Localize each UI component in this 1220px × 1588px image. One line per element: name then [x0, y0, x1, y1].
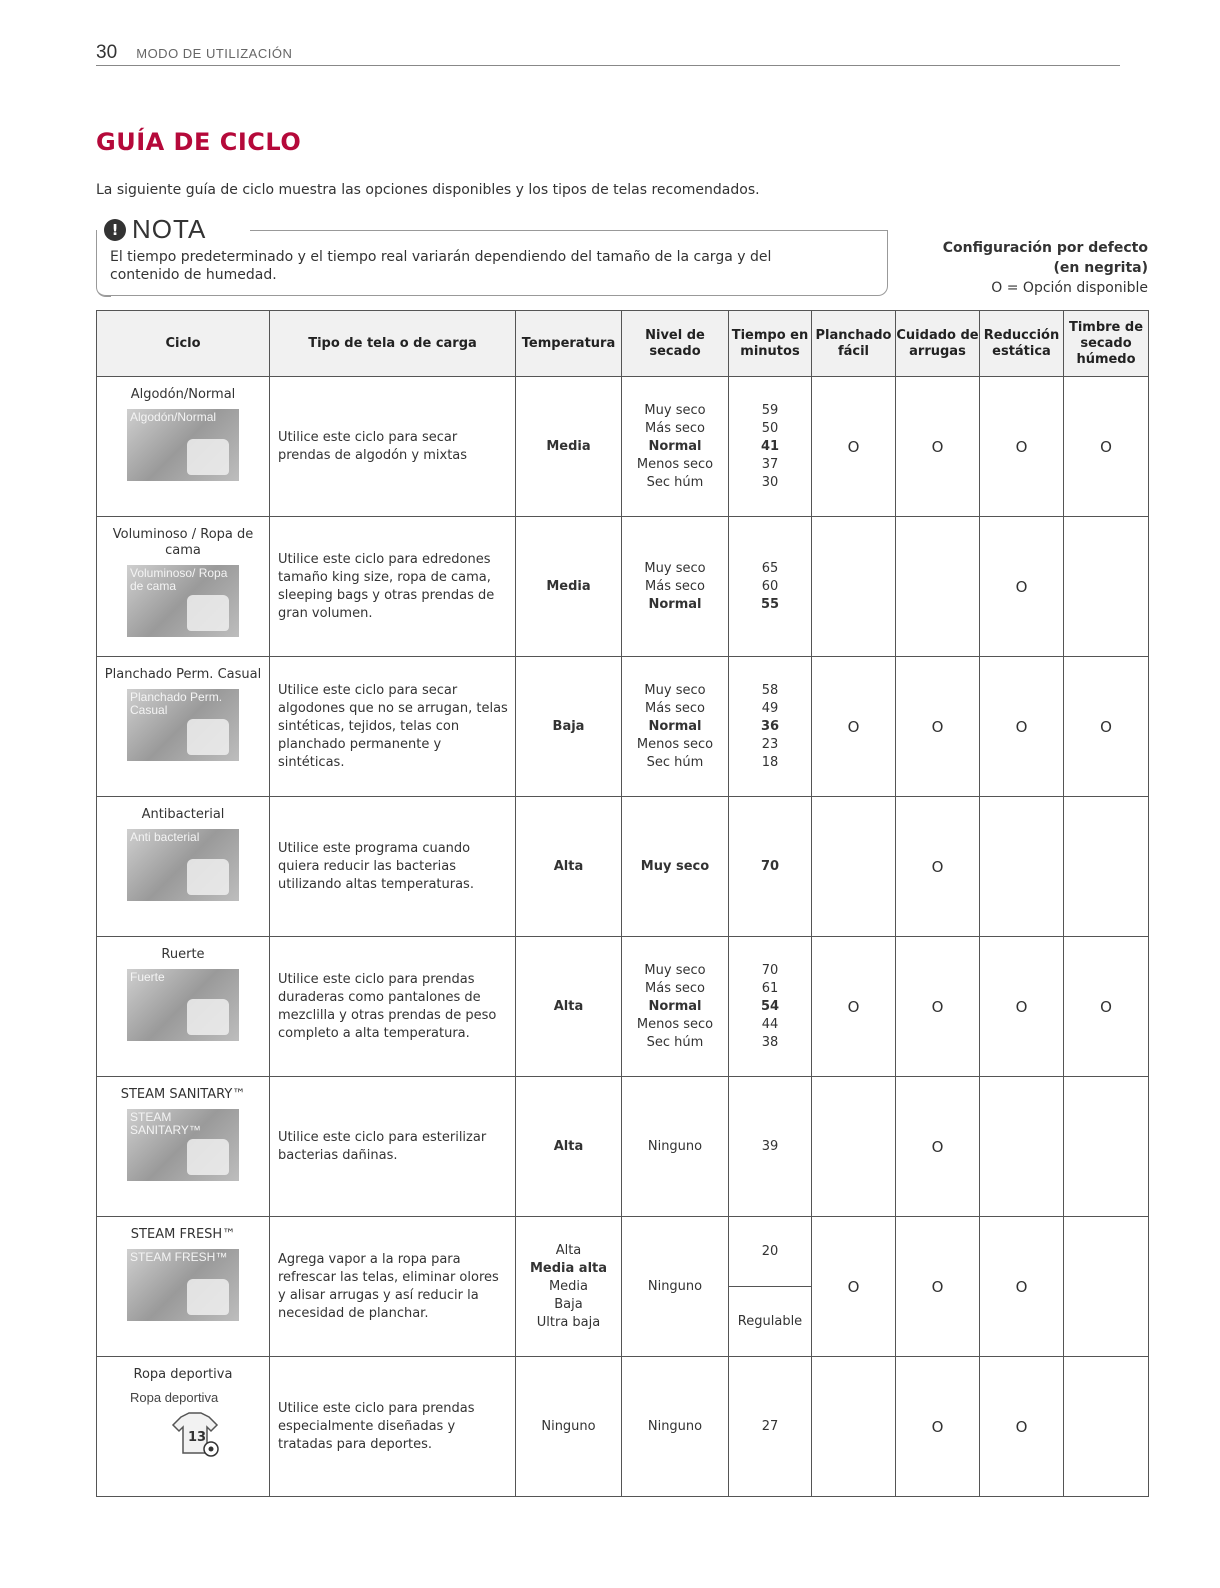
temperature-cell: Alta: [516, 797, 622, 937]
temperature-value: Baja: [554, 1296, 583, 1312]
page-header: [96, 42, 1120, 66]
temperature-cell: Baja: [516, 657, 622, 797]
time-value: 65: [761, 560, 779, 576]
cycle-name: Voluminoso / Ropa de cama: [112, 527, 254, 558]
cycle-name: STEAM SANITARY™: [120, 1087, 246, 1102]
cycle-cell: [97, 377, 270, 517]
cycle-cell: [97, 1217, 270, 1357]
legend-default-config: Configuración por defecto: [942, 240, 1148, 256]
table-row: [97, 797, 1149, 937]
cycle-name: Antibacterial: [141, 807, 225, 822]
fabric-cell: Utilice este programa cuando quiera reducir las bacterias utilizando altas temperaturas.: [270, 797, 516, 937]
time-value: Regulable: [737, 1313, 803, 1329]
temperature-value: Media: [548, 1278, 589, 1294]
warning-icon: !: [104, 219, 126, 241]
fabric-cell: Agrega vapor a la ropa para refrescar las telas, eliminar olores y alisar arrugas y así reducir la necesidad de planchar.: [270, 1217, 516, 1357]
cycle-image-label: Fuerte: [130, 970, 165, 984]
temperature-cell: Ninguno: [516, 1357, 622, 1497]
temperature-value: Ultra baja: [536, 1314, 601, 1330]
easy-iron-option: O: [812, 937, 896, 1077]
time-value: 70: [761, 962, 779, 978]
cycle-name: Planchado Perm. Casual: [104, 667, 262, 682]
wrinkle-care-option: O: [896, 1077, 980, 1217]
cycle-image: [127, 689, 239, 761]
cycle-image-label: Planchado Perm. Casual: [130, 690, 223, 717]
dry-level-value: Más seco: [645, 578, 705, 594]
time-value: 38: [761, 1034, 779, 1050]
fabric-cell: Utilice este ciclo para esterilizar bacterias dañinas.: [270, 1077, 516, 1217]
cycle-name: Algodón/Normal: [130, 387, 236, 402]
time-value: 59: [761, 402, 779, 418]
dry-level-value: Más seco: [645, 420, 705, 436]
header-temperature: Temperatura: [516, 311, 622, 377]
time-cell: [729, 937, 812, 1077]
time-cell: [729, 377, 812, 517]
wrinkle-care-option: O: [896, 797, 980, 937]
time-value: 60: [761, 578, 779, 594]
header-static-reduction: Reducción estática: [980, 311, 1064, 377]
cycle-guide-table: [96, 310, 1149, 1497]
table-row: [97, 1357, 1149, 1497]
easy-iron-option: [812, 1077, 896, 1217]
dry-level-cell: Muy seco: [622, 797, 729, 937]
time-value: 37: [761, 456, 779, 472]
time-value: 20: [729, 1217, 811, 1287]
table-row: [97, 657, 1149, 797]
temperature-cell: Media: [516, 517, 622, 657]
cycle-image: [127, 409, 239, 481]
table-header-row: [97, 311, 1149, 377]
dry-level-cell: Ninguno: [622, 1357, 729, 1497]
dry-level-value: Normal: [648, 438, 702, 454]
static-reduction-option: [980, 797, 1064, 937]
dry-level-cell: Ninguno: [622, 1217, 729, 1357]
static-reduction-option: O: [980, 1357, 1064, 1497]
cycle-cell: [97, 1077, 270, 1217]
fabric-cell: Utilice este ciclo para edredones tamaño king size, ropa de cama, sleeping bags y otras prendas de gran volumen.: [270, 517, 516, 657]
dry-level-value: Sec húm: [646, 474, 704, 490]
time-value: 41: [760, 438, 780, 454]
fabric-cell: Utilice este ciclo para prendas especialmente diseñadas y tratadas para deportes.: [270, 1357, 516, 1497]
time-cell: [729, 517, 812, 657]
cycle-image-label: Voluminoso/ Ropa de cama: [130, 566, 228, 593]
page-title: GUÍA DE CICLO: [96, 128, 302, 156]
easy-iron-option: O: [812, 377, 896, 517]
time-value: 49: [761, 700, 779, 716]
header-fabric: Tipo de tela o de carga: [270, 311, 516, 377]
time-value: 58: [761, 682, 779, 698]
time-value: 18: [761, 754, 779, 770]
jersey-number: 13: [188, 1430, 207, 1445]
time-value: 30: [761, 474, 779, 490]
cycle-image-label: STEAM SANITARY™: [130, 1110, 201, 1137]
dry-level-cell: Ninguno: [622, 1077, 729, 1217]
header-time: Tiempo en minutos: [729, 311, 812, 377]
wrinkle-care-option: [896, 517, 980, 657]
damp-dry-signal-option: O: [1064, 377, 1149, 517]
easy-iron-option: [812, 517, 896, 657]
cotton-icon: [187, 439, 229, 475]
time-value: 55: [760, 596, 780, 612]
fabric-cell: Utilice este ciclo para secar prendas de algodón y mixtas: [270, 377, 516, 517]
time-value: 54: [760, 998, 780, 1014]
damp-dry-signal-option: [1064, 517, 1149, 657]
cycle-image-label: Anti bacterial: [130, 830, 200, 844]
legend-bold-note: (en negrita): [1053, 260, 1148, 276]
dry-level-value: Muy seco: [644, 560, 706, 576]
dry-level-value: Más seco: [645, 980, 705, 996]
time-value: 23: [761, 736, 779, 752]
wrinkle-care-option: O: [896, 1357, 980, 1497]
dry-level-value: Normal: [648, 596, 702, 612]
sports-jersey-icon: [167, 1411, 223, 1457]
time-cell: 27: [729, 1357, 812, 1497]
static-reduction-option: [980, 1077, 1064, 1217]
cycle-image: [127, 1389, 239, 1461]
dry-level-value: Muy seco: [644, 402, 706, 418]
dry-level-value: Menos seco: [636, 456, 714, 472]
cycle-name: Ruerte: [161, 947, 205, 962]
temperature-cell: [516, 1217, 622, 1357]
cycle-image: [127, 565, 239, 637]
header-damp-dry-signal: Timbre de secado húmedo: [1064, 311, 1149, 377]
cycle-image-label: STEAM FRESH™: [130, 1250, 228, 1264]
dry-level-value: Menos seco: [636, 736, 714, 752]
wrinkle-care-option: O: [896, 377, 980, 517]
temperature-value: Media alta: [529, 1260, 608, 1276]
time-value: 36: [760, 718, 780, 734]
damp-dry-signal-option: [1064, 1357, 1149, 1497]
easy-iron-option: [812, 797, 896, 937]
section-name: MODO DE UTILIZACIÓN: [136, 46, 293, 61]
dry-level-value: Sec húm: [646, 1034, 704, 1050]
time-value: 61: [761, 980, 779, 996]
time-cell: [729, 1217, 812, 1357]
cycle-image: [127, 969, 239, 1041]
note-text: El tiempo predeterminado y el tiempo real variarán dependiendo del tamaño de la carga y del contenido de humedad.: [110, 249, 772, 283]
table-row: [97, 937, 1149, 1077]
header-dry-level: Nivel de secado: [622, 311, 729, 377]
time-value: 50: [761, 420, 779, 436]
dry-level-value: Sec húm: [646, 754, 704, 770]
bedding-icon: [187, 595, 229, 631]
table-row: [97, 1077, 1149, 1217]
temperature-cell: Alta: [516, 937, 622, 1077]
cycle-image-label: Ropa deportiva: [130, 1390, 219, 1405]
time-cell: 39: [729, 1077, 812, 1217]
easy-iron-option: O: [812, 657, 896, 797]
time-cell: 70: [729, 797, 812, 937]
table-row: [97, 377, 1149, 517]
shirt-icon: [187, 999, 229, 1035]
table-row: [97, 517, 1149, 657]
shirt-icon: [187, 859, 229, 895]
dry-level-value: Muy seco: [644, 682, 706, 698]
damp-dry-signal-option: [1064, 1077, 1149, 1217]
fabric-cell: Utilice este ciclo para prendas duraderas como pantalones de mezclilla y otras prendas de peso completo a alta temperatura.: [270, 937, 516, 1077]
static-reduction-option: O: [980, 377, 1064, 517]
static-reduction-option: O: [980, 517, 1064, 657]
note-heading: [104, 214, 214, 245]
cycle-cell: [97, 797, 270, 937]
note-title: NOTA: [132, 214, 207, 244]
cycle-cell: [97, 937, 270, 1077]
easy-iron-option: [812, 1357, 896, 1497]
time-value: 44: [761, 1016, 779, 1032]
damp-dry-signal-option: O: [1064, 657, 1149, 797]
wrinkle-care-option: O: [896, 657, 980, 797]
dry-level-cell: [622, 517, 729, 657]
header-easy-iron: Planchado fácil: [812, 311, 896, 377]
page-number: 30: [96, 42, 118, 63]
cycle-image: [127, 1109, 239, 1181]
static-reduction-option: O: [980, 937, 1064, 1077]
static-reduction-option: O: [980, 1217, 1064, 1357]
note-divider: [250, 230, 888, 231]
intro-text: La siguiente guía de ciclo muestra las opciones disponibles y los tipos de telas recomendados.: [96, 182, 760, 198]
easy-iron-option: O: [812, 1217, 896, 1357]
cap-icon: [187, 1139, 229, 1175]
temperature-value: Alta: [555, 1242, 582, 1258]
dry-level-value: Normal: [648, 718, 702, 734]
time-cell: [729, 657, 812, 797]
cycle-image-label: Algodón/Normal: [130, 410, 217, 424]
dry-level-value: Normal: [648, 998, 702, 1014]
legend-option-available: O = Opción disponible: [991, 280, 1148, 296]
cycle-cell: [97, 517, 270, 657]
header-wrinkle-care: Cuidado de arrugas: [896, 311, 980, 377]
damp-dry-signal-option: [1064, 1217, 1149, 1357]
shirt-icon: [187, 719, 229, 755]
cycle-name: STEAM FRESH™: [130, 1227, 236, 1242]
dry-level-value: Más seco: [645, 700, 705, 716]
cycle-image: [127, 1249, 239, 1321]
legend: [943, 238, 1148, 298]
cycle-cell: [97, 1357, 270, 1497]
temperature-cell: Media: [516, 377, 622, 517]
damp-dry-signal-option: O: [1064, 937, 1149, 1077]
dry-level-cell: [622, 377, 729, 517]
dry-level-value: Muy seco: [644, 962, 706, 978]
cycle-name: Ropa deportiva: [133, 1367, 233, 1382]
table-row: [97, 1217, 1149, 1357]
dry-level-cell: [622, 657, 729, 797]
cap-icon: [187, 1279, 229, 1315]
wrinkle-care-option: O: [896, 937, 980, 1077]
damp-dry-signal-option: [1064, 797, 1149, 937]
static-reduction-option: O: [980, 657, 1064, 797]
cycle-cell: [97, 657, 270, 797]
cycle-image: [127, 829, 239, 901]
wrinkle-care-option: O: [896, 1217, 980, 1357]
dry-level-cell: [622, 937, 729, 1077]
temperature-cell: Alta: [516, 1077, 622, 1217]
fabric-cell: Utilice este ciclo para secar algodones que no se arrugan, telas sintéticas, tejidos, telas con planchado permanente y sintéticas.: [270, 657, 516, 797]
header-cycle: Ciclo: [97, 311, 270, 377]
dry-level-value: Menos seco: [636, 1016, 714, 1032]
